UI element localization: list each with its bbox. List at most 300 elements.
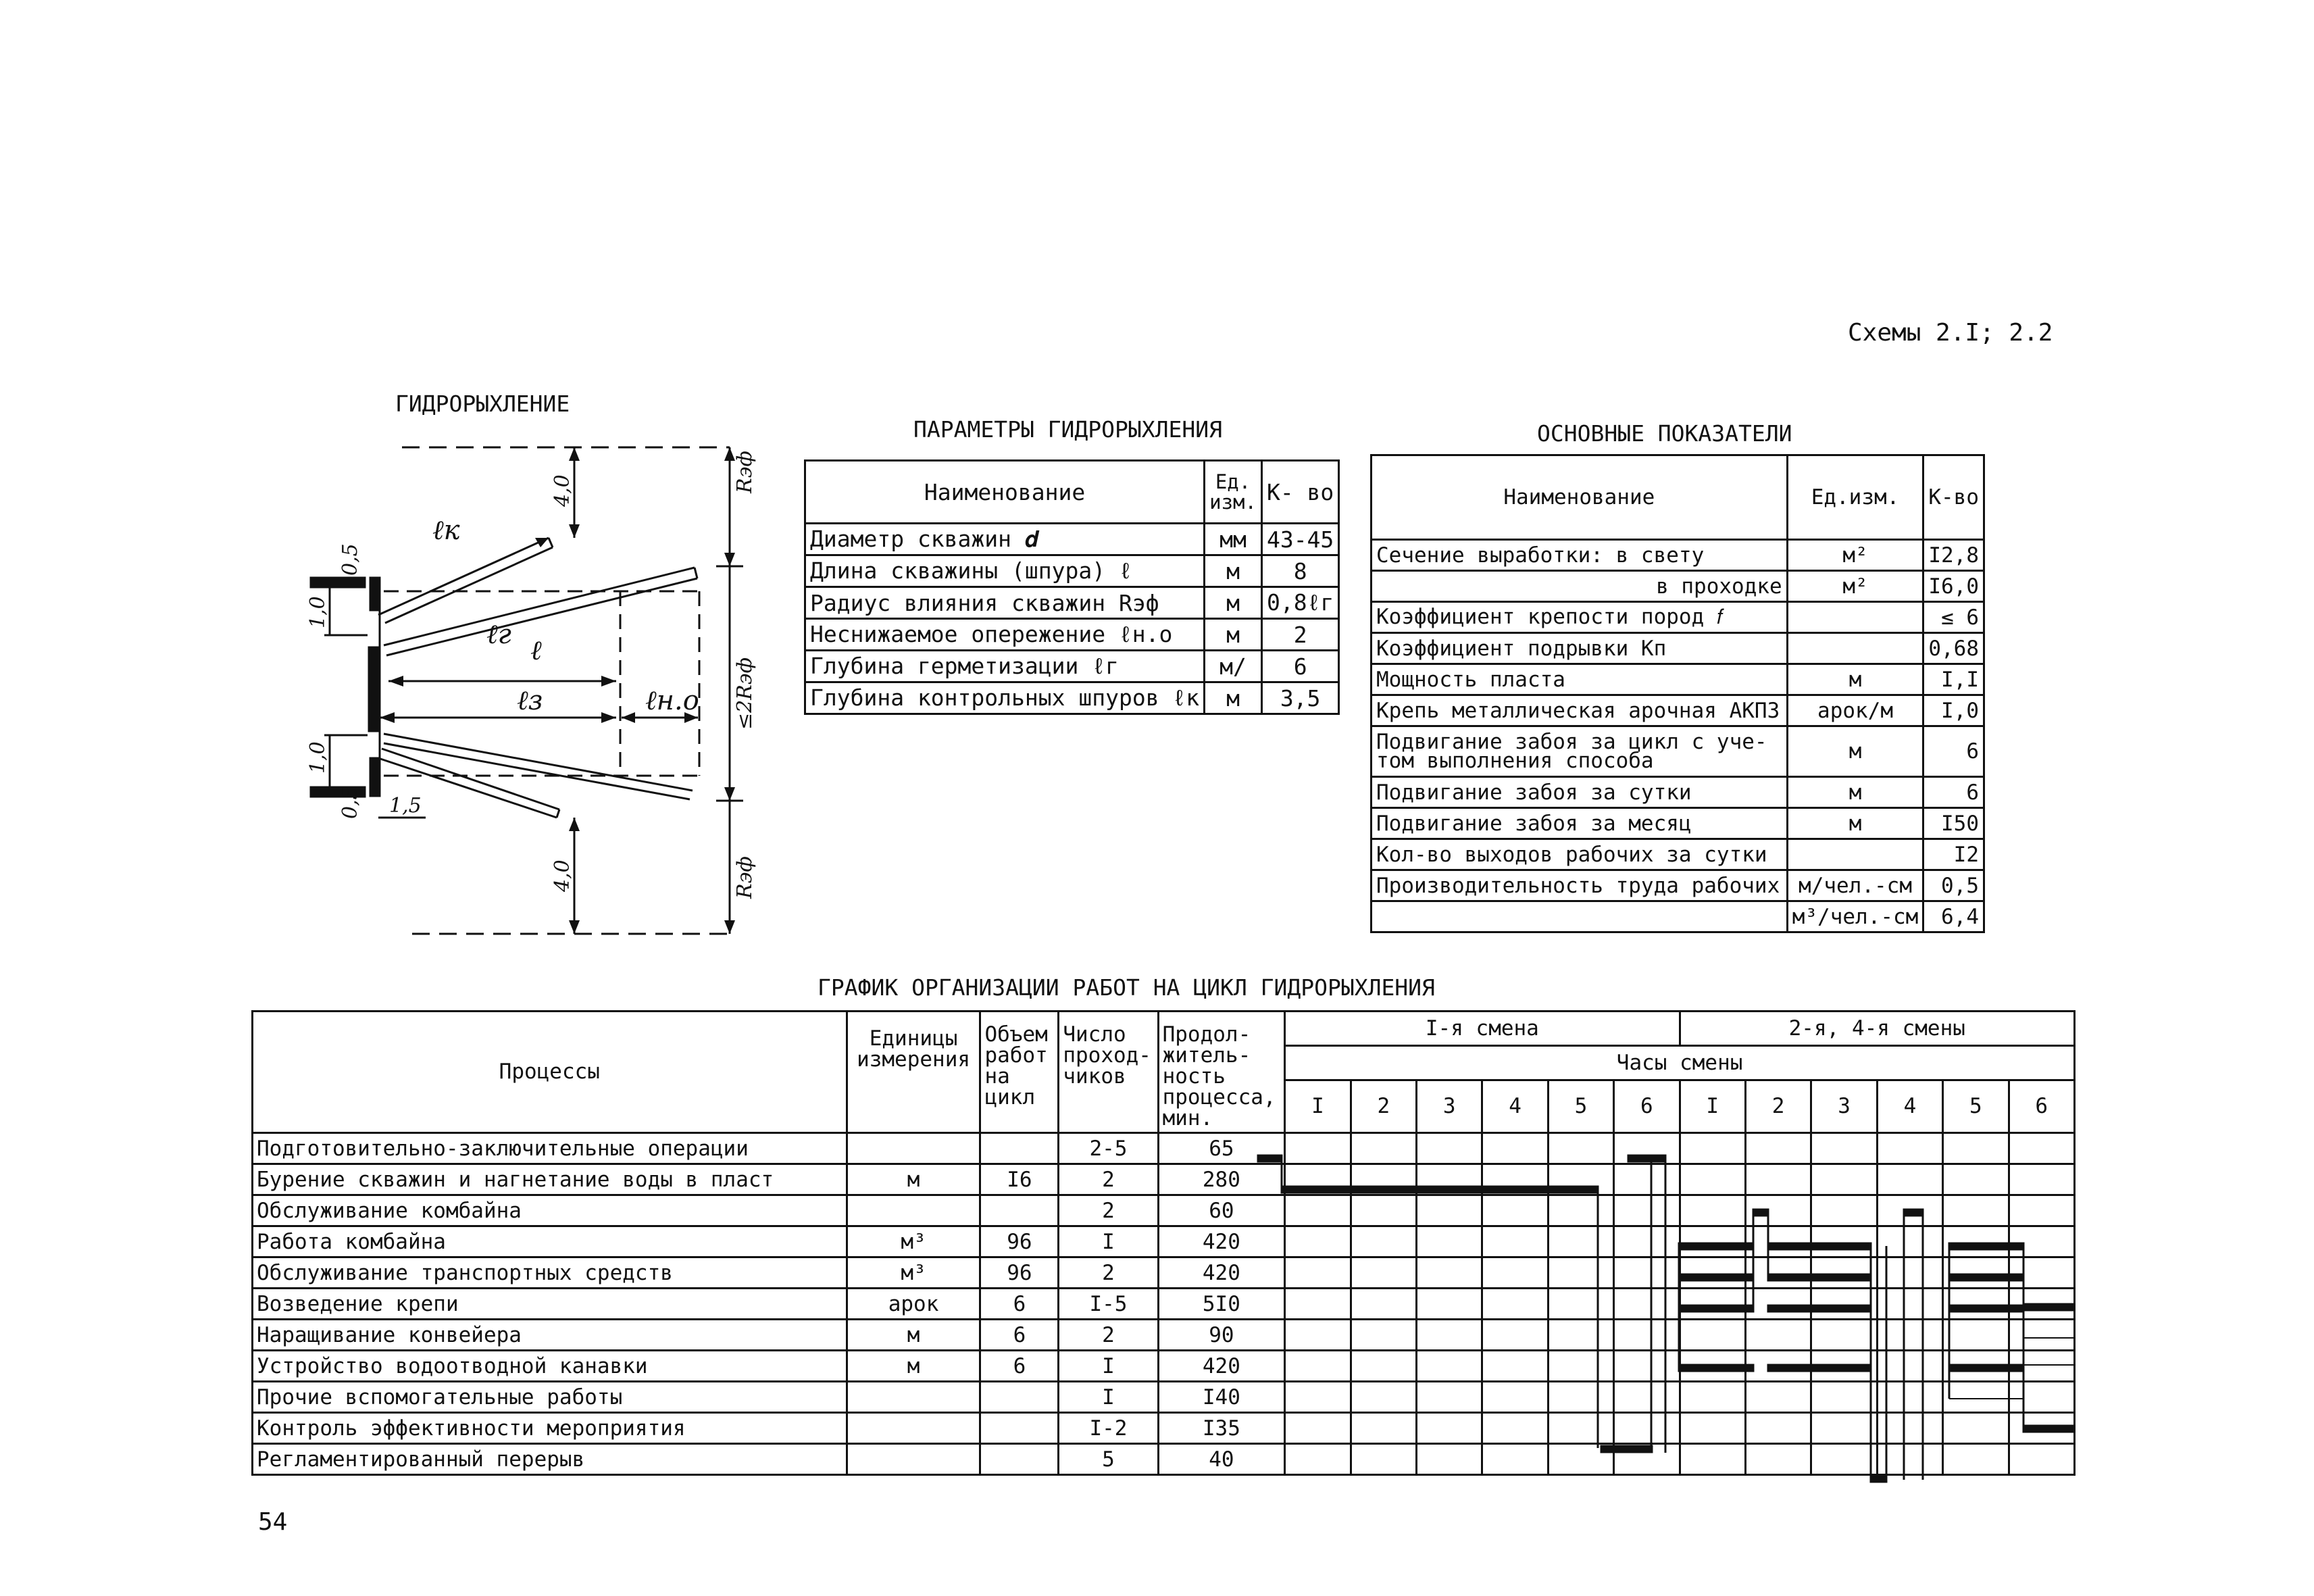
param-unit: м [1205,587,1262,619]
gantt-cell [1811,1320,1877,1351]
gantt-cell [1680,1320,1745,1351]
label-lr: ℓг [486,619,511,650]
hour-cell: 3 [1416,1080,1482,1133]
indicator-unit: м² [1787,571,1923,602]
gantt-cell [2009,1226,2075,1257]
indicator-name [1372,901,1788,932]
indicator-name: Сечение выработки: в свету [1372,540,1788,571]
gantt-cell [1680,1226,1745,1257]
gantt-cell [2009,1289,2075,1320]
sched-header-processes: Процессы [253,1012,847,1133]
gantt-cell [1745,1289,1811,1320]
gantt-cell [1416,1195,1482,1226]
param-name: Глубина контрольных шпуров ℓк [805,682,1205,714]
gantt-cell [1680,1289,1745,1320]
dim-10-bottom: 1,0 [306,741,330,774]
label-l: ℓ [530,635,542,666]
gantt-cell [1548,1289,1613,1320]
indicator-value: 6,4 [1923,901,1984,932]
page-label: Схемы 2.I; 2.2 [1848,319,2053,347]
gantt-cell [1482,1320,1548,1351]
gantt-cell [1680,1133,1745,1164]
gantt-cell [1745,1413,1811,1444]
sched-header-shift2: 2-я, 4-я смены [1680,1012,2074,1046]
gantt-cell [1285,1351,1351,1382]
gantt-cell [1811,1413,1877,1444]
indicators-title: ОСНОВНЫЕ ПОКАЗАТЕЛИ [1537,420,1792,447]
param-name: Длина скважины (шпура) ℓ [805,555,1205,587]
gantt-cell [1482,1164,1548,1195]
gantt-cell [1351,1444,1416,1475]
gantt-cell [1943,1320,2009,1351]
indicators-table [1370,454,1985,933]
gantt-cell [1482,1226,1548,1257]
process-unit: м³ [847,1257,980,1289]
process-name: Работа комбайна [253,1226,847,1257]
gantt-cell [1482,1195,1548,1226]
gantt-cell [1745,1320,1811,1351]
label-two-r: ≤2Rэф [733,657,757,730]
gantt-cell [1614,1164,1680,1195]
gantt-cell [1351,1164,1416,1195]
param-unit: м [1205,619,1262,651]
indicator-row [1372,901,1984,932]
indicator-row [1372,726,1984,777]
indicator-value: 0,5 [1923,870,1984,901]
label-lk: ℓк [432,515,460,546]
gantt-cell [1943,1133,2009,1164]
gantt-cell [1943,1164,2009,1195]
param-name: Глубина герметизации ℓг [805,651,1205,682]
gantt-cell [1811,1351,1877,1382]
process-workers: 2 [1059,1195,1158,1226]
gantt-cell [1351,1413,1416,1444]
hour-cell: 5 [1943,1080,2009,1133]
schedule-row [253,1413,2075,1444]
params-row [805,587,1339,619]
sched-header-volume: Объем работ на цикл [980,1012,1059,1133]
hour-cell: I [1285,1080,1351,1133]
gantt-cell [1745,1164,1811,1195]
gantt-cell [1548,1226,1613,1257]
gantt-cell [1680,1257,1745,1289]
process-volume [980,1413,1059,1444]
param-value: 3,5 [1261,682,1338,714]
gantt-cell [1811,1164,1877,1195]
gantt-cell [1285,1444,1351,1475]
process-volume: 6 [980,1289,1059,1320]
gantt-cell [2009,1164,2075,1195]
process-volume: 96 [980,1257,1059,1289]
gantt-cell [1614,1133,1680,1164]
process-workers: I-5 [1059,1289,1158,1320]
indicator-row [1372,695,1984,726]
params-row [805,651,1339,682]
process-workers: 5 [1059,1444,1158,1475]
label-r-bottom: Rэф [733,856,757,899]
gantt-cell [1877,1320,1942,1351]
gantt-cell [1680,1413,1745,1444]
indicator-value: I2,8 [1923,540,1984,571]
sched-header-workers: Число проход- чиков [1059,1012,1158,1133]
process-workers: I [1059,1351,1158,1382]
gantt-cell [1614,1195,1680,1226]
gantt-cell [1614,1413,1680,1444]
gantt-cell [1680,1164,1745,1195]
process-unit: арок [847,1289,980,1320]
indicator-unit: м² [1787,540,1923,571]
gantt-cell [1416,1289,1482,1320]
indicator-unit: м³/чел.-см [1787,901,1923,932]
schedule-row [253,1289,2075,1320]
indicator-value: 0,68 [1923,633,1984,664]
indicator-value: I,0 [1923,695,1984,726]
indicator-name: Крепь металлическая арочная АКПЗ [1372,695,1788,726]
process-duration: 65 [1158,1133,1285,1164]
gantt-cell [1745,1226,1811,1257]
params-row [805,619,1339,651]
gantt-cell [1351,1133,1416,1164]
dim-10-top: 1,0 [306,596,330,628]
gantt-cell [1351,1382,1416,1413]
process-workers: 2 [1059,1164,1158,1195]
gantt-cell [1943,1257,2009,1289]
indicator-name: Подвигание забоя за цикл с уче- том выполнения способа [1372,726,1788,777]
indicator-value: I6,0 [1923,571,1984,602]
params-row [805,555,1339,587]
process-duration: 420 [1158,1257,1285,1289]
gantt-cell [1351,1320,1416,1351]
process-unit [847,1444,980,1475]
gantt-cell [1416,1444,1482,1475]
param-value: 8 [1261,555,1338,587]
indicator-row [1372,870,1984,901]
hour-cell: 5 [1548,1080,1613,1133]
gantt-cell [1285,1164,1351,1195]
indicator-value: 6 [1923,777,1984,808]
process-workers: I [1059,1226,1158,1257]
gantt-cell [1285,1226,1351,1257]
gantt-bar [1871,1476,1886,1482]
process-name: Устройство водоотводной канавки [253,1351,847,1382]
process-unit [847,1382,980,1413]
gantt-cell [2009,1444,2075,1475]
gantt-cell [1351,1195,1416,1226]
gantt-cell [1877,1133,1942,1164]
indicator-row [1372,571,1984,602]
param-value: 2 [1261,619,1338,651]
gantt-cell [1351,1289,1416,1320]
process-name: Контроль эффективности мероприятия [253,1413,847,1444]
param-name: Неснижаемое опережение ℓн.о [805,619,1205,651]
process-unit [847,1413,980,1444]
hour-cell: 6 [2009,1080,2075,1133]
gantt-cell [1614,1257,1680,1289]
indicator-row [1372,540,1984,571]
gantt-cell [1416,1257,1482,1289]
gantt-cell [1416,1351,1482,1382]
ind-header-unit: Ед.изм. [1787,455,1923,540]
dim-15: 1,5 [389,794,422,818]
process-volume: I6 [980,1164,1059,1195]
process-volume: 96 [980,1226,1059,1257]
gantt-cell [1416,1413,1482,1444]
params-title: ПАРАМЕТРЫ ГИДРОРЫХЛЕНИЯ [913,416,1222,443]
gantt-cell [1943,1382,2009,1413]
schedule-row [253,1164,2075,1195]
schedule-title: ГРАФИК ОРГАНИЗАЦИИ РАБОТ НА ЦИКЛ ГИДРОРЫХЛЕНИЯ [818,974,1435,1001]
dim-05-top: 0,5 [338,543,362,576]
gantt-cell [1745,1444,1811,1475]
hour-cell: I [1680,1080,1745,1133]
gantt-cell [1745,1382,1811,1413]
indicator-value: I2 [1923,839,1984,870]
label-r-top: Rэф [733,451,757,493]
gantt-cell [1614,1320,1680,1351]
gantt-cell [1416,1382,1482,1413]
gantt-cell [2009,1413,2075,1444]
gantt-cell [1416,1226,1482,1257]
indicator-name: Подвигание забоя за сутки [1372,777,1788,808]
gantt-cell [1877,1444,1942,1475]
schedule-row [253,1257,2075,1289]
gantt-cell [1943,1413,2009,1444]
process-duration: 280 [1158,1164,1285,1195]
indicator-value: 6 [1923,726,1984,777]
gantt-cell [1416,1133,1482,1164]
diagram-title: ГИДРОРЫХЛЕНИЕ [395,391,570,417]
gantt-cell [1548,1133,1613,1164]
gantt-cell [2009,1382,2075,1413]
gantt-cell [2009,1133,2075,1164]
param-unit: м [1205,682,1262,714]
sched-header-duration: Продол- житель- ность процесса, мин. [1158,1012,1285,1133]
gantt-cell [1811,1444,1877,1475]
hour-cell: 4 [1482,1080,1548,1133]
process-unit: м [847,1164,980,1195]
schedule-row [253,1133,2075,1164]
indicator-row [1372,664,1984,695]
gantt-cell [1351,1351,1416,1382]
process-name: Регламентированный перерыв [253,1444,847,1475]
process-volume [980,1382,1059,1413]
indicator-unit: м/чел.-см [1787,870,1923,901]
indicator-row [1372,602,1984,633]
hour-cell: 2 [1745,1080,1811,1133]
gantt-cell [1285,1382,1351,1413]
indicator-row [1372,777,1984,808]
gantt-cell [1943,1444,2009,1475]
dim-05-bottom: 0,5 [338,787,362,819]
params-header-qty: К- во [1261,461,1338,524]
hour-cell: 2 [1351,1080,1416,1133]
gantt-cell [1811,1289,1877,1320]
indicator-name: Кол-во выходов рабочих за сутки [1372,839,1788,870]
process-workers: 2-5 [1059,1133,1158,1164]
indicator-name: в проходке [1372,571,1788,602]
indicator-value: ≤ 6 [1923,602,1984,633]
gantt-cell [1285,1133,1351,1164]
process-name: Прочие вспомогательные работы [253,1382,847,1413]
param-unit: мм [1205,524,1262,555]
gantt-cell [1548,1413,1613,1444]
gantt-cell [1548,1164,1613,1195]
param-unit: м [1205,555,1262,587]
schedule-row [253,1382,2075,1413]
gantt-cell [1482,1382,1548,1413]
gantt-cell [1416,1320,1482,1351]
process-unit [847,1133,980,1164]
schedule-row [253,1444,2075,1475]
process-unit: м³ [847,1226,980,1257]
process-workers: I [1059,1382,1158,1413]
indicator-row [1372,633,1984,664]
indicator-unit [1787,633,1923,664]
gantt-cell [1285,1257,1351,1289]
gantt-cell [1614,1226,1680,1257]
process-name: Бурение скважин и нагнетание воды в пласт [253,1164,847,1195]
process-unit: м [847,1320,980,1351]
gantt-cell [1877,1164,1942,1195]
indicator-unit: м [1787,664,1923,695]
gantt-cell [1614,1351,1680,1382]
params-header-name: Наименование [805,461,1205,524]
indicator-name: Производительность труда рабочих [1372,870,1788,901]
gantt-cell [1811,1226,1877,1257]
gantt-cell [1877,1351,1942,1382]
process-unit: м [847,1351,980,1382]
gantt-cell [1285,1289,1351,1320]
ind-header-name: Наименование [1372,455,1788,540]
gantt-cell [1482,1133,1548,1164]
indicator-row [1372,839,1984,870]
gantt-cell [1745,1351,1811,1382]
process-duration: 420 [1158,1351,1285,1382]
process-name: Подготовительно-заключительные операции [253,1133,847,1164]
gantt-cell [1482,1289,1548,1320]
gantt-cell [1285,1320,1351,1351]
gantt-cell [1877,1413,1942,1444]
schedule-row [253,1195,2075,1226]
param-unit: м/ [1205,651,1262,682]
gantt-cell [1811,1257,1877,1289]
gantt-cell [1811,1195,1877,1226]
process-duration: I40 [1158,1382,1285,1413]
process-name: Возведение крепи [253,1289,847,1320]
hydro-loosening-scheme [297,426,757,953]
gantt-cell [1877,1195,1942,1226]
process-volume [980,1195,1059,1226]
gantt-cell [1680,1444,1745,1475]
gantt-cell [1614,1289,1680,1320]
schedule-row [253,1226,2075,1257]
gantt-cell [1680,1382,1745,1413]
indicator-unit: м [1787,777,1923,808]
process-workers: 2 [1059,1257,1158,1289]
gantt-cell [1745,1257,1811,1289]
gantt-cell [1680,1195,1745,1226]
gantt-cell [1811,1382,1877,1413]
gantt-cell [1285,1195,1351,1226]
indicator-unit: м [1787,808,1923,839]
process-duration: I35 [1158,1413,1285,1444]
indicator-value: I50 [1923,808,1984,839]
label-lz: ℓз [517,685,543,716]
indicator-unit [1787,839,1923,870]
gantt-cell [1943,1289,2009,1320]
page-number: 54 [258,1508,288,1536]
process-duration: 60 [1158,1195,1285,1226]
param-value: 6 [1261,651,1338,682]
gantt-cell [1943,1351,2009,1382]
process-volume: 6 [980,1320,1059,1351]
dim-4-bottom: 4,0 [551,859,574,892]
gantt-cell [1351,1226,1416,1257]
process-unit [847,1195,980,1226]
params-table [804,459,1340,715]
hour-cell: 3 [1811,1080,1877,1133]
gantt-cell [2009,1257,2075,1289]
schedule-row [253,1320,2075,1351]
gantt-cell [1548,1320,1613,1351]
gantt-cell [1877,1226,1942,1257]
ind-header-qty: К-во [1923,455,1984,540]
hour-cell: 4 [1877,1080,1942,1133]
dim-4-top: 4,0 [551,474,574,507]
indicator-name: Подвигание забоя за месяц [1372,808,1788,839]
process-volume [980,1444,1059,1475]
hour-cell: 6 [1614,1080,1680,1133]
process-workers: I-2 [1059,1413,1158,1444]
param-name: Диаметр скважин 𝒅 [805,524,1205,555]
gantt-cell [1482,1257,1548,1289]
indicator-unit [1787,602,1923,633]
param-name: Радиус влияния скважин Rэф [805,587,1205,619]
process-name: Обслуживание комбайна [253,1195,847,1226]
process-name: Наращивание конвейера [253,1320,847,1351]
gantt-cell [1745,1195,1811,1226]
gantt-cell [1811,1133,1877,1164]
gantt-cell [1482,1444,1548,1475]
gantt-cell [1943,1226,2009,1257]
gantt-cell [1877,1257,1942,1289]
indicator-row [1372,808,1984,839]
gantt-cell [1614,1382,1680,1413]
params-header-unit: Ед. изм. [1205,461,1262,524]
indicator-name: Коэффициент крепости пород 𝑓 [1372,602,1788,633]
gantt-cell [1482,1413,1548,1444]
gantt-cell [1548,1351,1613,1382]
schedule-row [253,1351,2075,1382]
sched-header-shift1: I-я смена [1285,1012,1680,1046]
gantt-cell [2009,1195,2075,1226]
indicator-value: I,I [1923,664,1984,695]
gantt-cell [2009,1351,2075,1382]
indicator-unit: арок/м [1787,695,1923,726]
gantt-cell [1877,1382,1942,1413]
params-row [805,524,1339,555]
param-value: 43-45 [1261,524,1338,555]
sched-header-units: Единицы измерения [847,1012,980,1133]
process-name: Обслуживание транспортных средств [253,1257,847,1289]
process-duration: 420 [1158,1226,1285,1257]
indicator-name: Мощность пласта [1372,664,1788,695]
label-lno: ℓн.о [645,685,699,716]
params-row [805,682,1339,714]
gantt-cell [1943,1195,2009,1226]
process-duration: 40 [1158,1444,1285,1475]
gantt-cell [1745,1133,1811,1164]
